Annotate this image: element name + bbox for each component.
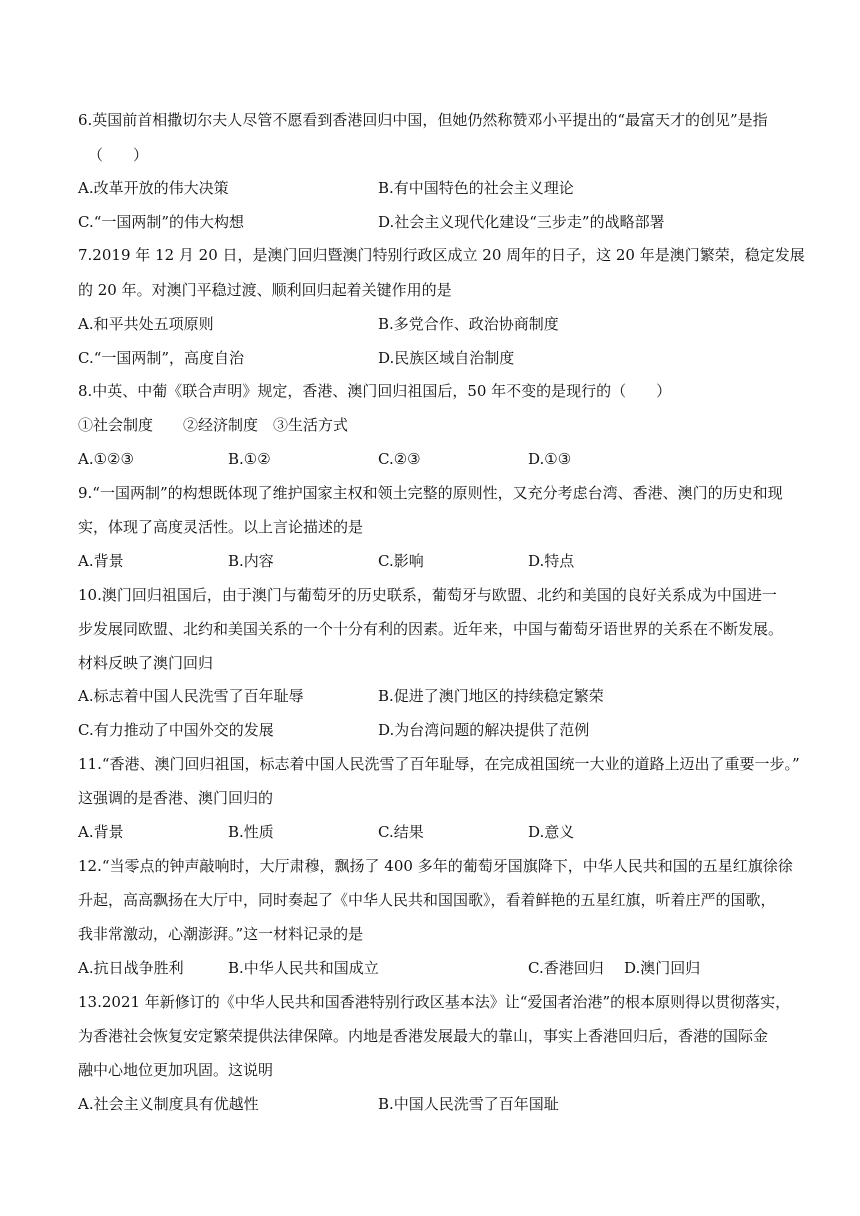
question-7-options-row-2 [78,348,798,368]
question-6-option-b: B.有中国特色的社会主义理论 [378,179,574,197]
question-8-options-row [78,449,798,469]
question-10-option-a: A.标志着中国人民洗雪了百年耻辱 [78,687,304,705]
question-12-stem-line-3: 我非常激动，心潮澎湃。”这一材料记录的是 [78,925,364,943]
question-11-stem-line-1: 11.“香港、澳门回归祖国，标志着中国人民洗雪了百年耻辱，在完成祖国统一大业的道路上迈出了重要一步。” [78,755,800,773]
question-6-options-row-1 [78,178,798,198]
question-10-options-row-2 [78,720,798,740]
question-8-option-b: B.①② [228,450,271,468]
question-9-option-d: D.特点 [528,552,575,570]
question-11-option-a: A.背景 [78,823,124,841]
question-9-option-a: A.背景 [78,552,124,570]
question-11-stem-line-2: 这强调的是香港、澳门回归的 [78,789,274,807]
question-8-option-a: A.①②③ [78,450,134,468]
question-8-stem-line-1: 8.中英、中葡《联合声明》规定，香港、澳门回归祖国后，50 年不变的是现行的（ ） [78,382,672,400]
question-6-answer-blank: （ ） [88,146,149,164]
question-8-option-c: C.②③ [378,450,421,468]
question-12-option-a: A.抗日战争胜利 [78,959,184,977]
question-7-option-d: D.民族区域自治制度 [378,349,515,367]
question-10-stem-line-3: 材料反映了澳门回归 [78,654,214,672]
question-11-option-b: B.性质 [228,823,274,841]
question-10-option-d: D.为台湾问题的解决提供了范例 [378,721,590,739]
question-13-option-b: B.中国人民洗雪了百年国耻 [378,1095,559,1113]
question-9-options-row [78,551,798,571]
question-6-stem-line-1: 6.英国前首相撒切尔夫人尽管不愿看到香港回归中国，但她仍然称赞邓小平提出的“最富天才的创见”是指 [78,111,768,129]
question-9-stem-line-2: 实，体现了高度灵活性。以上言论描述的是 [78,518,364,536]
question-6-options-row-2 [78,212,798,232]
question-12-options-row [78,958,798,978]
question-11-options-row [78,822,798,842]
question-7-options-row-1 [78,314,798,334]
question-7-stem-line-1: 7.2019 年 12 月 20 日，是澳门回归暨澳门特别行政区成立 20 周年的日子，这 20 年是澳门繁荣，稳定发展 [78,246,805,264]
question-6-option-d: D.社会主义现代化建设“三步走”的战略部署 [378,213,665,231]
question-6-option-a: A.改革开放的伟大决策 [78,179,229,197]
question-13-options-row-1 [78,1094,798,1114]
question-12-option-c: C.香港回归 [528,959,604,977]
question-12-option-b: B.中华人民共和国成立 [228,959,379,977]
question-7-option-c: C.“一国两制”，高度自治 [78,349,245,367]
question-7-stem-line-2: 的 20 年。对澳门平稳过渡、顺利回归起着关键作用的是 [78,281,452,299]
question-13-stem-line-3: 融中心地位更加巩固。这说明 [78,1061,274,1079]
question-13-stem-line-2: 为香港社会恢复安定繁荣提供法律保障。内地是香港发展最大的靠山，事实上香港回归后，香港的国际金 [78,1027,769,1045]
question-13-option-a: A.社会主义制度具有优越性 [78,1095,259,1113]
question-8-choices-list: ①社会制度 ②经济制度 ③生活方式 [78,416,349,434]
question-12-stem-line-1: 12.“当零点的钟声敲响时，大厅肃穆，飘扬了 400 多年的葡萄牙国旗降下，中华人民共和国的五星红旗徐徐 [78,857,793,875]
question-9-option-c: C.影响 [378,552,424,570]
question-11-option-d: D.意义 [528,823,575,841]
question-7-option-a: A.和平共处五项原则 [78,315,214,333]
question-10-option-c: C.有力推动了中国外交的发展 [78,721,274,739]
question-9-stem-line-1: 9.“一国两制”的构想既体现了维护国家主权和领土完整的原则性，又充分考虑台湾、香港、澳门的历史和现 [78,484,783,502]
question-8-option-d: D.①③ [528,450,572,468]
question-6-option-c: C.“一国两制”的伟大构想 [78,213,245,231]
question-10-stem-line-1: 10.澳门回归祖国后，由于澳门与葡萄牙的历史联系，葡萄牙与欧盟、北约和美国的良好关系成为中国进一 [78,586,777,604]
question-7-option-b: B.多党合作、政治协商制度 [378,315,559,333]
question-10-options-row-1 [78,686,798,706]
question-11-option-c: C.结果 [378,823,424,841]
question-12-option-d: D.澳门回归 [624,959,701,977]
question-10-stem-line-2: 步发展同欧盟、北约和美国关系的一个十分有利的因素。近年来，中国与葡萄牙语世界的关系在不断发展。 [78,620,784,638]
question-9-option-b: B.内容 [228,552,274,570]
question-13-stem-line-1: 13.2021 年新修订的《中华人民共和国香港特别行政区基本法》让“爱国者治港”的根本原则得以贯彻落实， [78,993,791,1011]
question-12-stem-line-2: 升起，高高飘扬在大厅中，同时奏起了《中华人民共和国国歌》，看着鲜艳的五星红旗，听着庄严的国歌， [78,891,776,909]
question-10-option-b: B.促进了澳门地区的持续稳定繁荣 [378,687,604,705]
